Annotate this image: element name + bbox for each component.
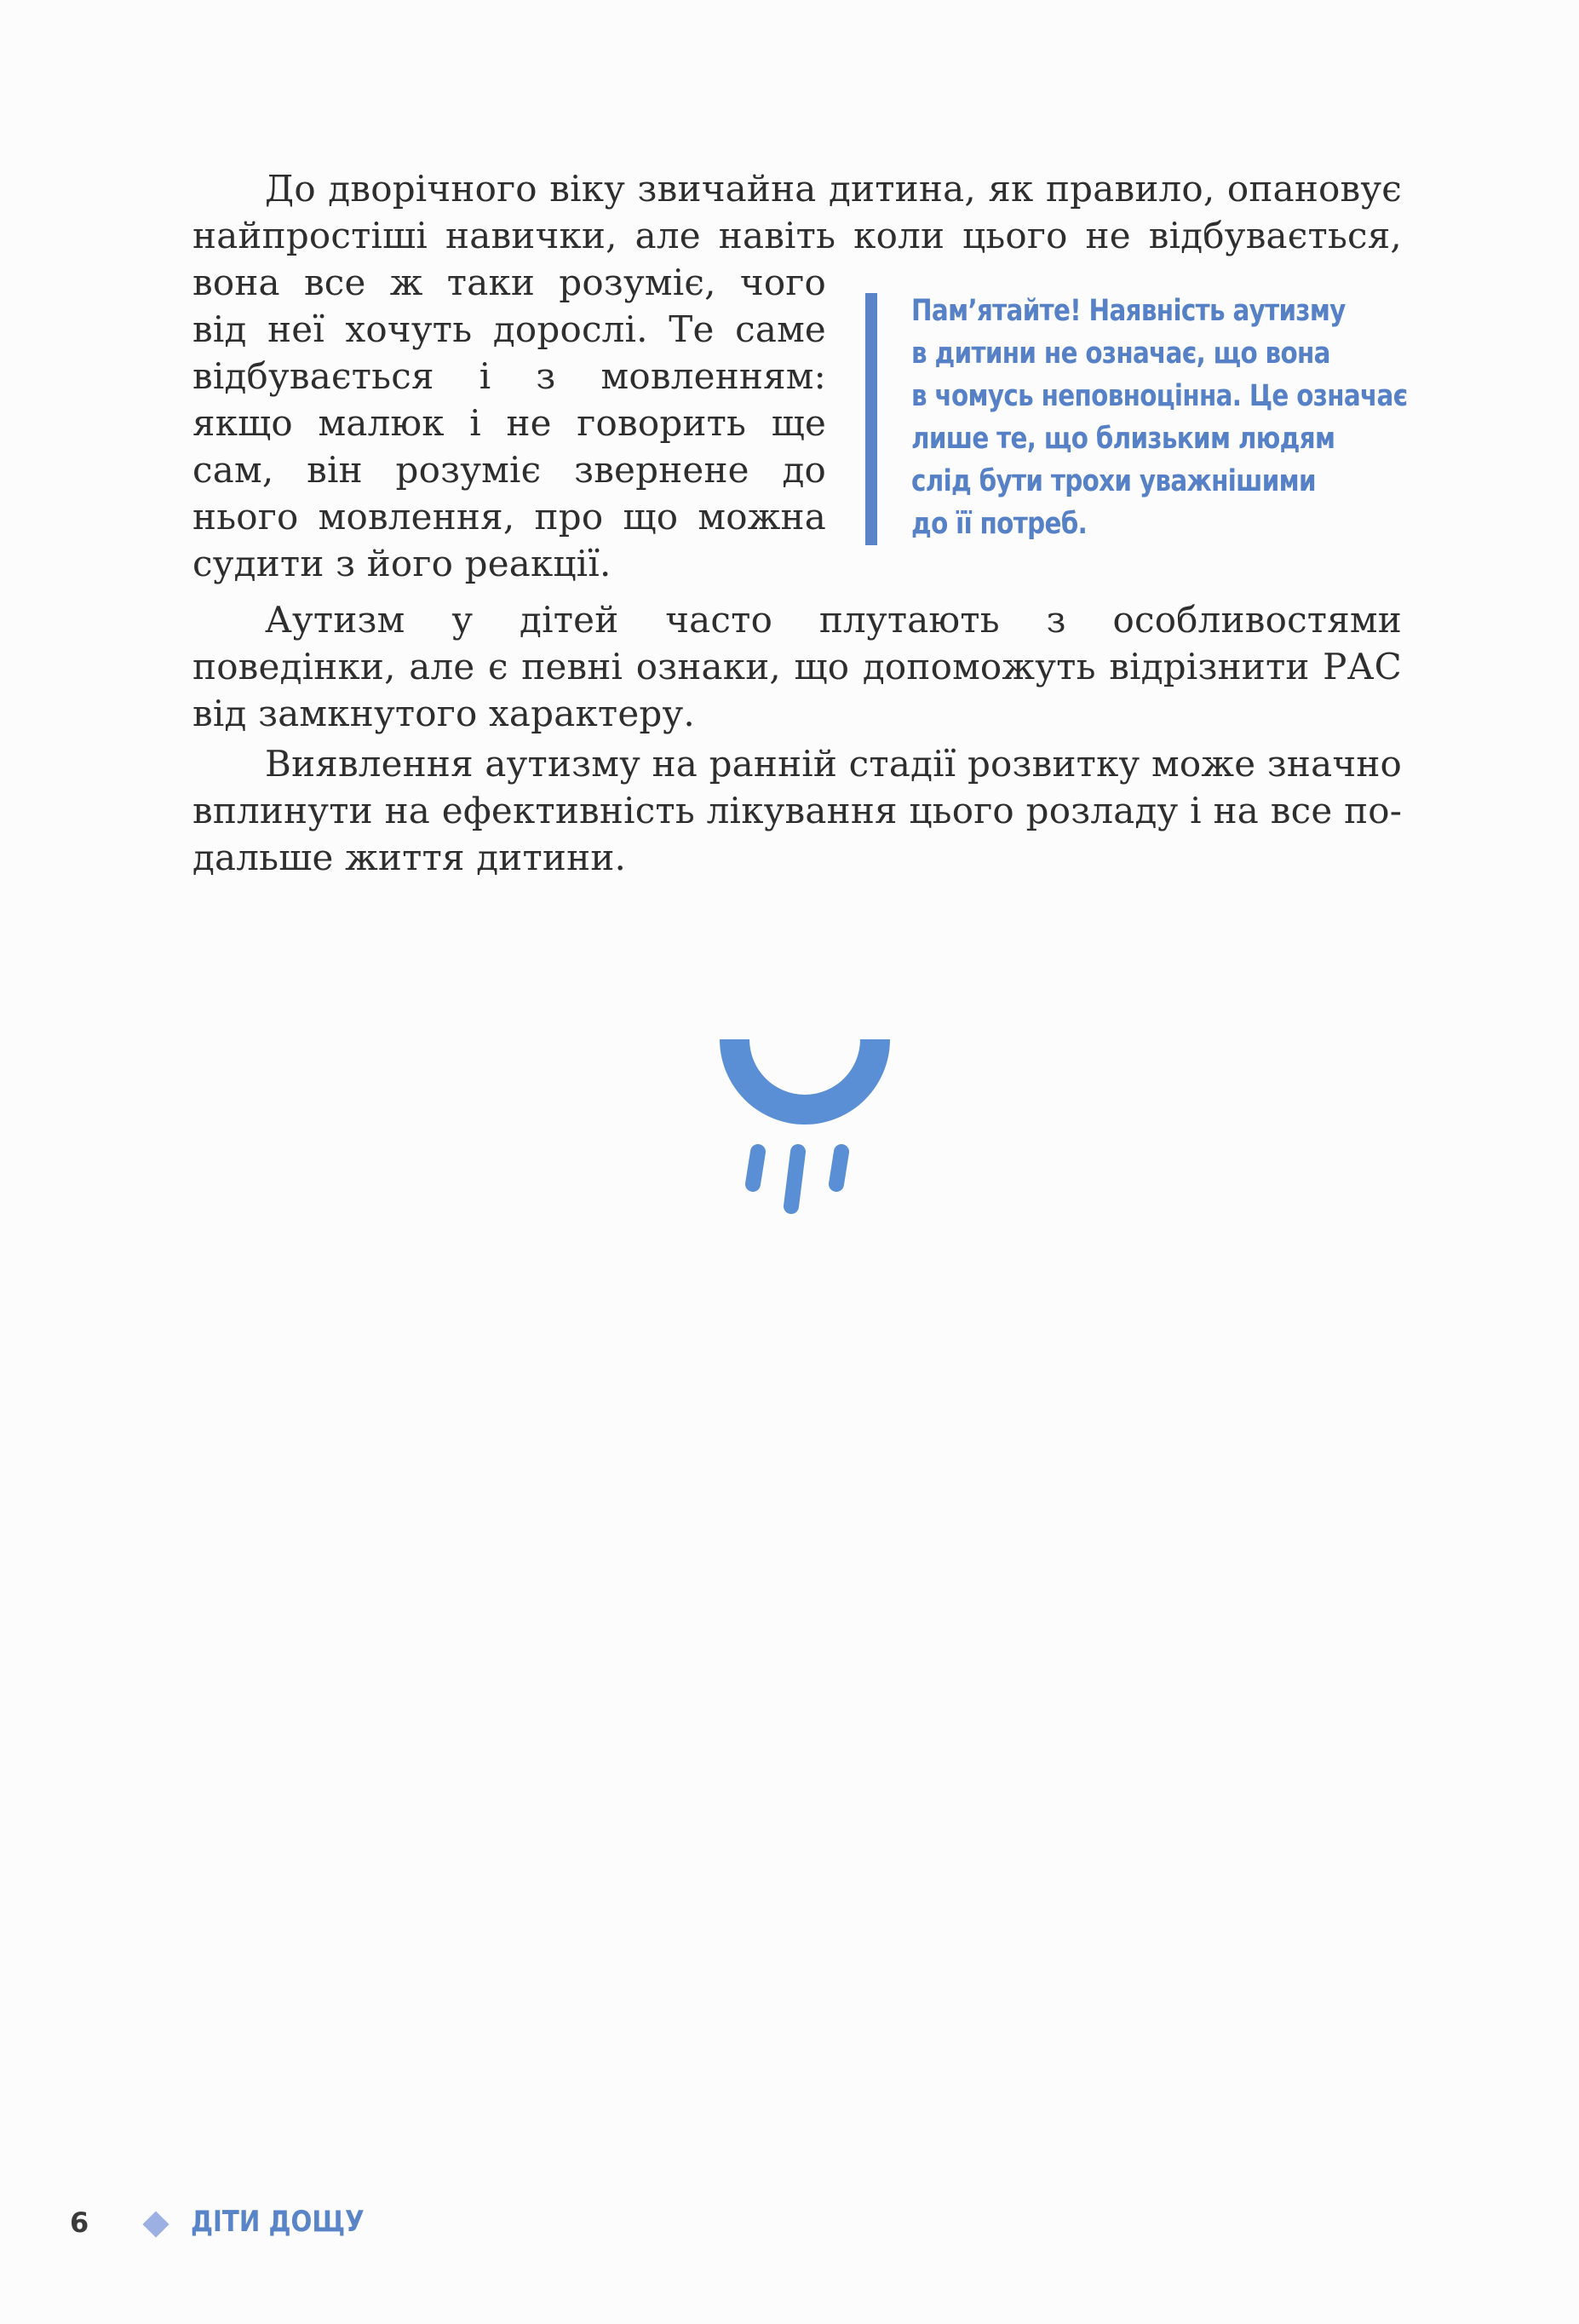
paragraph-1-head	[192, 165, 1402, 259]
callout-line: в дитини не означає, що вона	[911, 337, 1330, 371]
rain-drop	[791, 1152, 798, 1206]
rain-drop	[836, 1152, 841, 1184]
diamond-icon	[142, 2211, 169, 2237]
callout-line: до її потреб.	[911, 507, 1088, 541]
running-title: ДІТИ ДОЩУ	[191, 2205, 365, 2239]
paragraph-1-body: вона все ж таки розуміє, чого від неї хочуть дорослі. Те саме відбувається і з мовленням: якщо малюк і не говорить ще сам, він розуміє звернене до нього мовлення, про що можна судити з його реакції.	[192, 262, 826, 584]
callout-line: Пам’ятайте! Наявність аутизму	[911, 294, 1346, 328]
callout-line: слід бути трохи уважнішими	[911, 464, 1316, 498]
callout-text	[911, 290, 1412, 545]
paragraph-2: Аутизм у дітей часто плутають з особливостями поведінки, але є певні ознаки, що допоможуть відрізнити РАС від замкнутого характеру.	[192, 599, 1402, 734]
callout-line: лише те, що близьким людям	[911, 422, 1335, 456]
reminder-callout	[865, 293, 1410, 545]
rain-drop	[753, 1152, 758, 1184]
paragraph-1-line-2: найпростіші навички, але навіть коли цього не відбувається,	[192, 215, 1402, 256]
logo-arc	[720, 1039, 890, 1125]
callout-line: в чомусь неповноцінна. Це означає	[911, 379, 1408, 413]
paragraph-3: Виявлення аутизму на ранній стадії розвитку може значно вплинути на ефективність лікування цього розладу і на все подальше життя дитини.	[192, 743, 1402, 878]
page-number: 6	[70, 2206, 89, 2239]
rain-cloud-icon	[715, 1039, 894, 1227]
paragraph-1-line-1: До дворічного віку звичайна дитина, як правило, опановує	[265, 168, 1402, 210]
